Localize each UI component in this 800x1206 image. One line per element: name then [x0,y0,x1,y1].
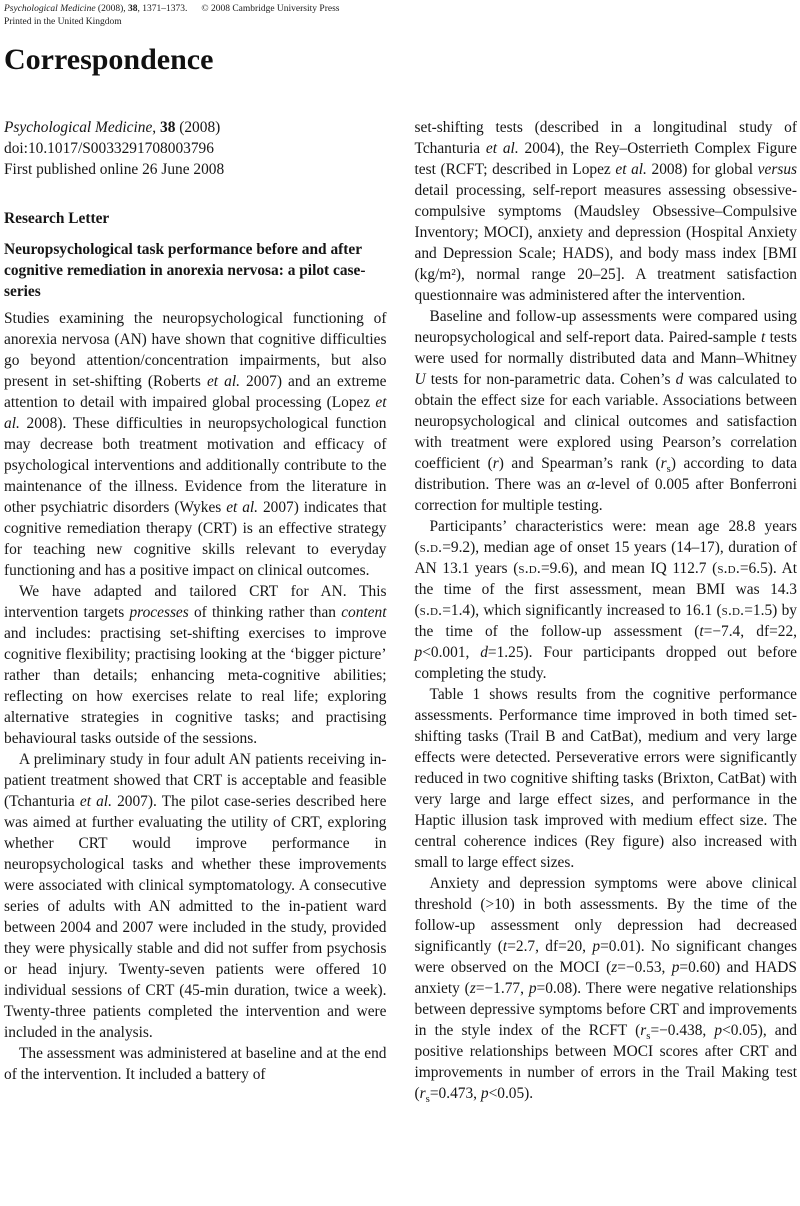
publication-block [4,117,387,180]
paragraph-pilot-study: A preliminary study in four adult AN patients receiving in-patient treatment showed that CRT is acceptable and feasible (Tchanturia et al. 2007). The pilot case-series described here was aimed at further evaluating the utility of CRT, exploring whether CRT would improve performance in neuropsychological tasks and whether these improvements were associated with clinical symptomatology. A consecutive series of adults with AN admitted to the in-patient ward between 2004 and 2007 were included in the study, provided they were physically stable and did not suffer from psychosis or head injury. Twenty-seven patients were offered 10 individual sessions of CRT (45-min duration, twice a week). Twenty-three patients completed the intervention and were included in the analysis. [4,751,387,1041]
paragraph-assessment-intro: The assessment was administered at baseline and at the end of the intervention. It included a battery of [4,1045,387,1083]
paragraph-participants: Participants’ characteristics were: mean age 28.8 years (s.d.=9.2), median age of onset 15 years (14–17), duration of AN 13.1 years (s.d.=9.6), and mean IQ 112.7 (s.d.=6.5). At the time of the first assessment, mean BMI was 14.3 (s.d.=1.4), which significantly increased to 16.1 (s.d.=1.5) by the time of the follow-up assessment (t=−7.4, df=22, p<0.001, d=1.25). Four participants dropped out before completing the study. [414,518,798,682]
paragraph-clinical-results: Anxiety and depression symptoms were above clinical threshold (>10) in both assessments. By the time of the follow-up assessment only depression had decreased significantly (t=2.7, df=20, p=0.01). No significant changes were observed on the MOCI (z=−0.53, p=0.60) and HADS anxiety (z=−1.77, p=0.08). There were negative relationships between depressive symptoms before CRT and improvements in the style index of the RCFT ($r_s=-0.438$, p<0.05), and positive relationships between MOCI scores after CRT and improvements in number of errors in the Trail Making test ($r_s=0.473$, p<0.05). [414,875,798,1106]
copyright-notice: © 2008 Cambridge University Press [201,4,340,14]
article-body [4,117,797,1104]
right-column [415,117,798,1104]
paragraph-intro: Studies examining the neuropsychological functioning of anorexia nervosa (AN) have shown that cognitive difficulties go beyond attention/concentration impairments, but also present in set-shifting (Roberts et al. 2007) and an extreme attention to detail with impaired global processing (Lopez et al. 2008). These difficulties in neuropsychological function may decrease both treatment motivation and efficacy of psychological interventions and additionally contribute to the maintenance of the illness. Evidence from the literature in other psychiatric disorders (Wykes et al. 2007) indicates that cognitive remediation therapy (CRT) is an effective strategy for teaching new cognitive skills relevant to everyday functioning and has a positive impact on clinical outcomes. [4,310,387,579]
paragraph-measures: set-shifting tests (described in a longitudinal study of Tchanturia et al. 2004), the Rey–Osterrieth Complex Figure test (RCFT; described in Lopez et al. 2008) for global versus detail processing, self-report measures assessing obsessive-compulsive symptoms (Maudsley Obsessive–Compulsive Inventory; MOCI), anxiety and depression (Hospital Anxiety and Depression Scale; HADS), and body mass index [BMI (kg/m²), normal range 20–25]. A treatment satisfaction questionnaire was administered after the intervention. [414,119,798,304]
paragraph-cognitive-results: Table 1 shows results from the cognitive performance assessments. Performance time improved in both timed set-shifting tasks (Trail B and CatBat), medium and very large effects were detected. Perseverative errors were significantly reduced in two cognitive shifting tasks (Brixton, CatBat) with very large and large effect sizes, and performance in the Haptic illusion task improved with medium effect size. The central coherence indices (Rey figure) also increased with small to large effect sizes. [414,686,797,871]
paragraph-crt-description: We have adapted and tailored CRT for AN. This intervention targets processes of thinking rather than content and includes: practising set-shifting exercises to improve cognitive flexibility; practising looking at the ‘bigger picture’ rather than details; enhancing meta-cognitive abilities; reflecting on how exercises relate to real life; exploring alternative strategies in cognitive tasks; and practising behavioural tasks outside of the sessions. [4,583,387,747]
left-column [4,117,387,1104]
article-citation: Psychological Medicine, 38 (2008) [4,119,221,136]
article-doi: doi:10.1017/S0033291708003796 [4,140,214,157]
journal-header [4,3,797,29]
first-published-note: First published online 26 June 2008 [4,161,225,178]
printed-in-note: Printed in the United Kingdom [4,17,122,27]
article-title: Neuropsychological task performance before and after cognitive remediation in anorexia nervosa: a pilot case-series [4,241,366,300]
paragraph-statistics: Baseline and follow-up assessments were compared using neuropsychological and self-report data. Paired-sample t tests were used for normally distributed data and Mann–Whitney U tests for non-parametric data. Cohen’s d was calculated to obtain the effect size for each variable. Associations between neuropsychological and clinical outcomes and satisfaction with treatment were explored using Pearson’s correlation coefficient (r) and Spearman’s rank $(r_s)$ according to data distribution. There was an α-level of 0.005 after Bonferroni correction for multiple testing. [414,308,798,514]
page-title: Correspondence [4,43,214,76]
journal-header-line1 [4,3,797,16]
journal-citation: Psychological Medicine (2008), 38, 1371–1373. [4,4,188,14]
section-label: Research Letter [4,210,110,227]
